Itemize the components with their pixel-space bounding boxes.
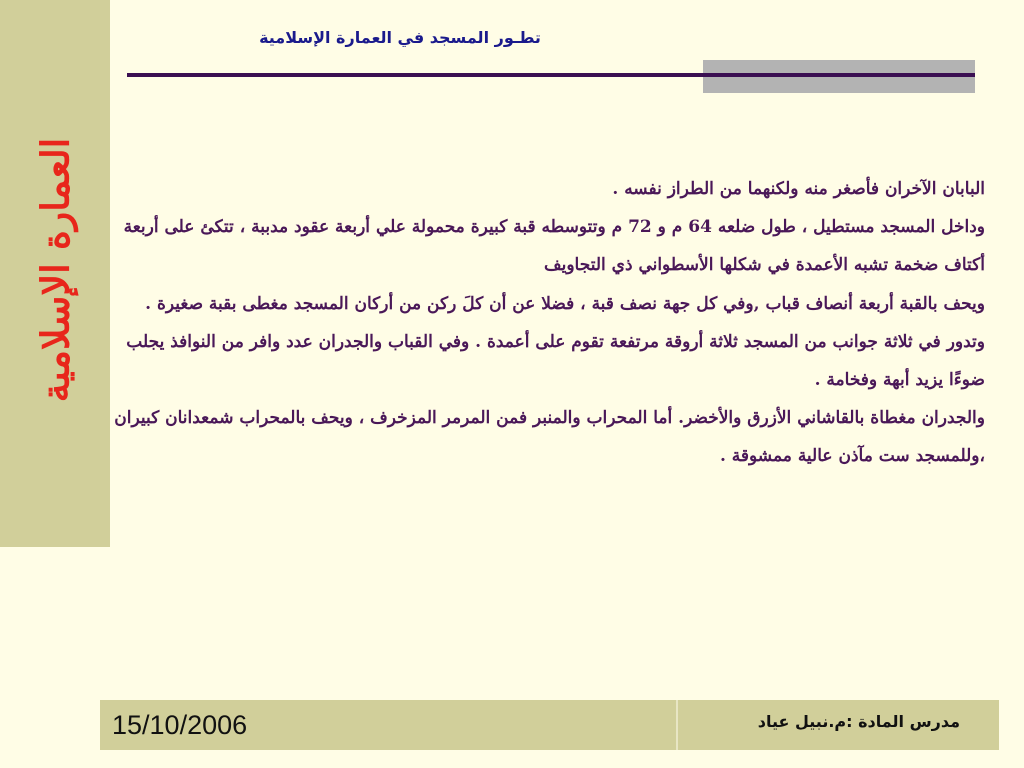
paragraph: والجدران مغطاة بالقاشاني الأزرق والأخضر. أما المحراب والمنبر فمن المرمر المزخرف ، ويحف بالمحراب شمعدانان كبيران ،وللمسجد ست مآذن عالية ممشوقة . (114, 408, 985, 467)
header-title: تطـور المسجد في العمارة الإسلامية (259, 28, 541, 47)
sidebar-panel (0, 0, 110, 547)
paragraph: وتدور في ثلاثة جوانب من المسجد ثلاثة أروقة مرتفعة تقوم على أعمدة . وفي القباب والجدران عدد وافر من النوافذ يجلب ضوءًا يزيد أبهة وفخامة . (126, 331, 985, 391)
paragraph: البابان الآخران فأصغر منه ولكنهما من الطراز نفسه . (612, 179, 985, 199)
header-divider (127, 73, 975, 77)
footer-divider (676, 700, 678, 750)
paragraph: وداخل المسجد مستطيل ، طول ضلعه 64 م و 72 م وتتوسطه قبة كبيرة محمولة علي أربعة عقود مدببة ، تتكئ على أربعة أكتاف ضخمة تشبه الأعمدة في شكلها الأسطواني ذي التجاويف (123, 217, 985, 276)
footer-date: 15/10/2006 (112, 710, 248, 740)
footer-author: مدرس المادة :م.نبيل عياد (757, 712, 960, 731)
slide-body (100, 170, 985, 476)
sidebar-title: العمارة الإسلامية (32, 137, 78, 403)
paragraph: ويحف بالقبة أربعة أنصاف قباب ,وفي كل جهة نصف قبة ، فضلا عن أن كلَ ركن من أركان المسجد مغطى بقبة صغيرة . (145, 293, 985, 314)
